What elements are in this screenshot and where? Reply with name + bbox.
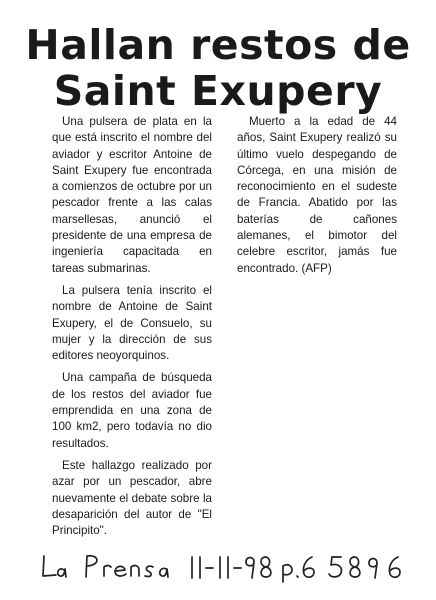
left-column — [52, 114, 212, 545]
paragraph: Una pulsera de plata en la que está inscrito el nombre del aviador y escritor Antoine de Saint Exupery fue encontrada a comienzos de octubre por un pescador frente a las calas marsellesas, anunció el presidente de una empresa de ingeniería capacitada en tareas submarinas. — [52, 115, 212, 275]
headline — [0, 22, 436, 114]
paragraph: La pulsera tenía inscrito el nombre de Antoine de Saint Exupery, el de Consuelo, su mujer y la dirección de sus editores neoyorquinos. — [52, 283, 212, 363]
handwriting-signature-icon — [40, 552, 410, 586]
paragraph: Muerto a la edad de 44 años, Saint Exupery realizó su último vuelo despegando de Córcega, en una misión de reconocimiento en el sudeste de Francia. Abatido por las baterías de cañones alemanes, el bimotor del celebre escritor, jamás fue encontrado. (AFP) — [237, 115, 397, 275]
right-column — [237, 114, 397, 283]
headline-line-2: Saint Exupery — [53, 67, 383, 115]
paragraph: Este hallazgo realizado por azar por un pescador, abre nuevamente el debate sobre la desaparición del autor de "El Principito". — [52, 458, 212, 538]
paragraph: Una campaña de búsqueda de los restos del aviador fue emprendida en una zona de 100 km2, pero todavía no dio resultados. — [52, 371, 212, 450]
handwritten-annotation — [40, 552, 410, 586]
headline-line-1: Hallan restos de — [25, 21, 411, 69]
